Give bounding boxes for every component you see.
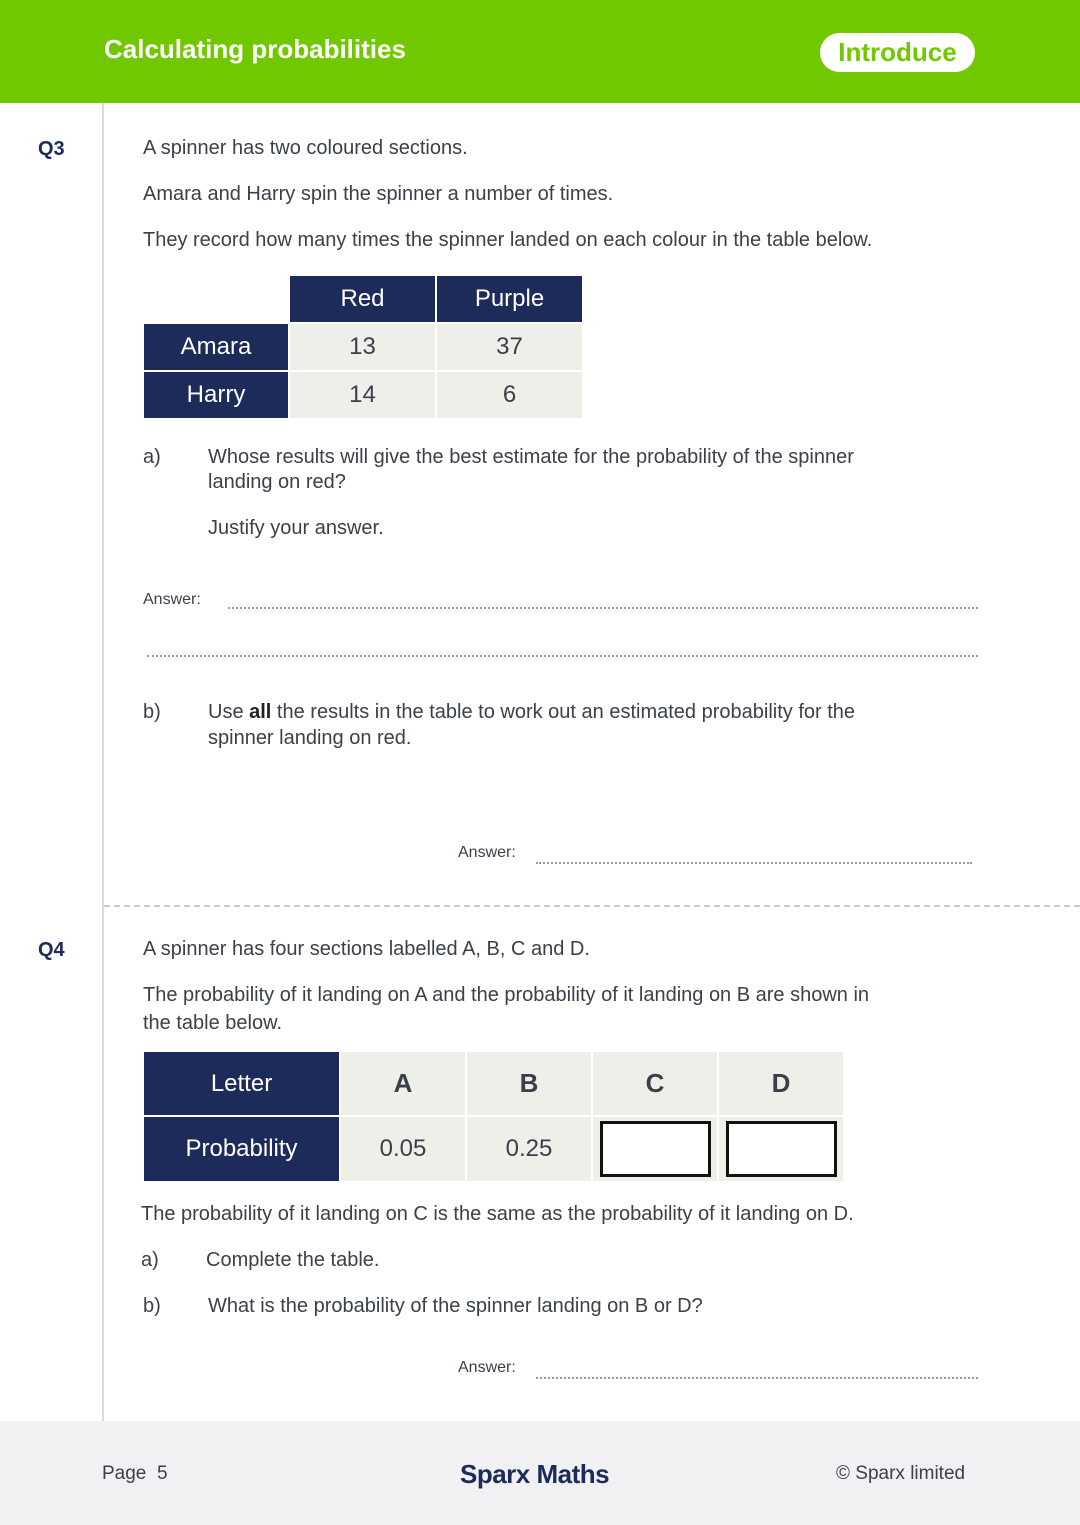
probability-cell: 0.05 bbox=[341, 1117, 465, 1181]
brand-logo: Sparx Maths bbox=[460, 1459, 610, 1489]
part-label: b) bbox=[143, 701, 161, 723]
q4-text: the table below. bbox=[143, 1012, 282, 1034]
page-value: 5 bbox=[156, 1463, 168, 1484]
row-header: Probability bbox=[144, 1117, 339, 1181]
answer-line[interactable] bbox=[228, 607, 978, 609]
table-cell: 6 bbox=[437, 372, 582, 418]
q3-text: They record how many times the spinner landed on each colour in the table below. bbox=[143, 229, 873, 251]
row-header: Amara bbox=[144, 324, 288, 370]
answer-label: Answer: bbox=[458, 844, 516, 861]
q3a-text: Whose results will give the best estimate for the probability of the spinner bbox=[208, 446, 854, 468]
q3b-text: spinner landing on red. bbox=[208, 727, 412, 749]
q4-text: The probability of it landing on A and the probability of it landing on B are shown in bbox=[143, 984, 870, 1006]
answer-line[interactable] bbox=[536, 862, 972, 864]
probability-table bbox=[142, 1050, 845, 1183]
probability-cell: 0.25 bbox=[467, 1117, 591, 1181]
answer-box-c[interactable] bbox=[600, 1121, 711, 1177]
copyright: © Sparx limited bbox=[836, 1463, 966, 1484]
header-bar bbox=[0, 0, 1080, 103]
text: the results in the table to work out an estimated probability for the bbox=[271, 701, 856, 723]
part-label: b) bbox=[143, 1295, 161, 1317]
column-header: Purple bbox=[437, 276, 582, 322]
q3-text: Amara and Harry spin the spinner a number of times. bbox=[143, 183, 614, 205]
row-header: Harry bbox=[144, 372, 288, 418]
q3-text: A spinner has two coloured sections. bbox=[143, 137, 468, 159]
text: Use bbox=[208, 701, 250, 723]
answer-line[interactable] bbox=[147, 655, 978, 657]
letter-cell: A bbox=[341, 1052, 465, 1115]
q4b-text: What is the probability of the spinner landing on B or D? bbox=[208, 1295, 703, 1317]
q3a-text: Justify your answer. bbox=[208, 517, 384, 539]
spinner-results-table bbox=[142, 274, 584, 420]
margin-divider bbox=[102, 103, 104, 1421]
footer bbox=[0, 1421, 1080, 1525]
q3b-text bbox=[208, 701, 855, 724]
letter-cell: B bbox=[467, 1052, 591, 1115]
part-label: a) bbox=[141, 1249, 159, 1271]
page-number bbox=[102, 1463, 168, 1485]
question-number: Q4 bbox=[38, 939, 65, 961]
page-label: Page bbox=[102, 1463, 147, 1484]
letter-cell: D bbox=[719, 1052, 843, 1115]
answer-label: Answer: bbox=[143, 591, 201, 608]
answer-line[interactable] bbox=[536, 1377, 978, 1379]
table-cell: 37 bbox=[437, 324, 582, 370]
q4-text: A spinner has four sections labelled A, B, C and D. bbox=[143, 938, 590, 960]
introduce-button[interactable]: Introduce bbox=[820, 33, 975, 72]
table-cell: 14 bbox=[290, 372, 435, 418]
q3a-text: landing on red? bbox=[208, 471, 346, 493]
emphasis: all bbox=[249, 701, 272, 723]
row-header: Letter bbox=[144, 1052, 339, 1115]
question-number: Q3 bbox=[38, 138, 65, 160]
table-cell: 13 bbox=[290, 324, 435, 370]
q4-text: The probability of it landing on C is the same as the probability of it landing on D. bbox=[141, 1203, 854, 1225]
part-label: a) bbox=[143, 446, 161, 468]
q4a-text: Complete the table. bbox=[206, 1249, 380, 1271]
letter-cell: C bbox=[593, 1052, 717, 1115]
answer-box-d[interactable] bbox=[726, 1121, 837, 1177]
page-title: Calculating probabilities bbox=[104, 34, 406, 64]
question-divider bbox=[104, 905, 1080, 907]
answer-label: Answer: bbox=[458, 1359, 516, 1376]
column-header: Red bbox=[290, 276, 435, 322]
